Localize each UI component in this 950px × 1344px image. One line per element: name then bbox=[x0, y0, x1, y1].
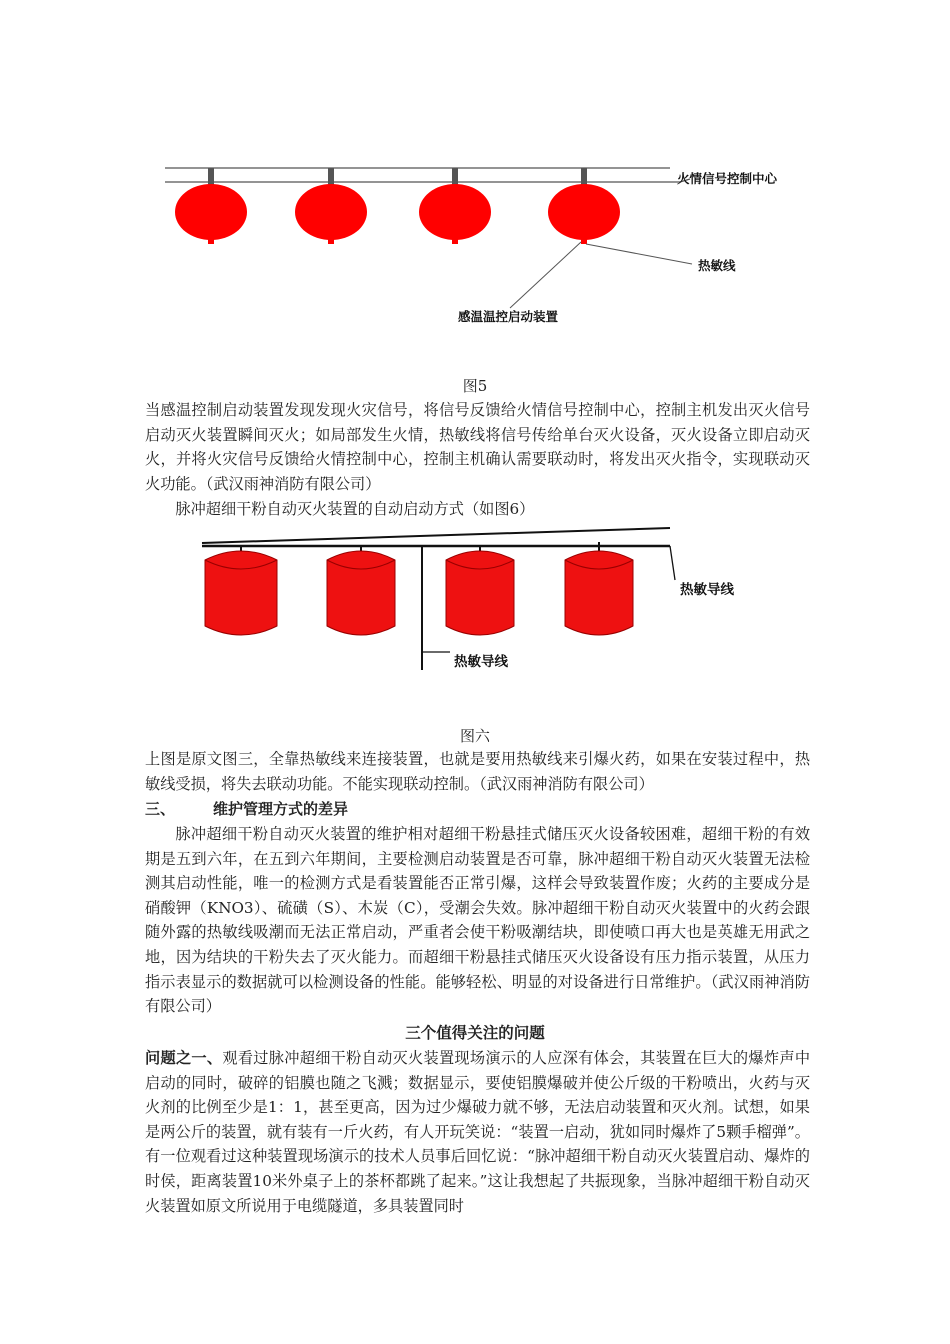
figure-6-caption: 图六 bbox=[459, 727, 490, 745]
question-lead: 问题之一、 bbox=[145, 1049, 223, 1067]
lantern bbox=[548, 168, 620, 244]
canister bbox=[205, 546, 277, 635]
canister bbox=[327, 546, 395, 635]
fig5-label-center: 火情信号控制中心 bbox=[677, 171, 778, 186]
paragraph-5 bbox=[145, 1046, 810, 1218]
section-number: 三、 bbox=[145, 800, 176, 818]
canister bbox=[565, 542, 633, 635]
figure-6 bbox=[200, 520, 750, 700]
lantern bbox=[295, 168, 367, 244]
fig5-label-device: 感温温控启动装置 bbox=[458, 309, 559, 324]
figure-5 bbox=[160, 150, 800, 335]
section-heading-3 bbox=[145, 797, 348, 821]
lantern bbox=[175, 168, 247, 244]
question-text: 观看过脉冲超细干粉自动灭火装置现场演示的人应深有体会，其装置在巨大的爆炸声中启动的同时，破碎的铝膜也随之飞溅；数据显示，要使铝膜爆破并使公斤级的干粉喷出，火药与灭火剂的比例至少是1：1，甚至更高，因为过少爆破力就不够，无法启动装置和灭火剂。试想，如果是两公斤的装置，就有装有一斤火药，有人开玩笑说：“装置一启动，犹如同时爆炸了5颗手榴弹”。有一位观看过这种装置现场演示的技术人员事后回忆说：“脉冲超细干粉自动灭火装置启动、爆炸的时侯，距离装置10米外桌子上的茶杯都跳了起来。”这让我想起了共振现象，当脉冲超细干粉自动灭火装置如原文所说用于电缆隧道，多具装置同时 bbox=[145, 1049, 811, 1215]
paragraph-1: 当感温控制启动装置发现发现火灾信号，将信号反馈给火情信号控制中心，控制主机发出灭火信号启动灭火装置瞬间灭火；如局部发生火情，热敏线将信号传给单台灭火设备，灭火设备立即启动灭火，并将火灾信号反馈给火情控制中心，控制主机确认需要联动时，将发出灭火指令，实现联动灭火功能。（武汉雨神消防有限公司） bbox=[145, 401, 810, 493]
paragraph-2: 脉冲超细干粉自动灭火装置的自动启动方式（如图6） bbox=[175, 500, 535, 518]
lantern bbox=[419, 168, 491, 244]
fig6-label-right: 热敏导线 bbox=[680, 582, 734, 598]
paragraph-4: 脉冲超细干粉自动灭火装置的维护相对超细干粉悬挂式储压灭火设备较困难，超细干粉的有效期是五到六年，在五到六年期间，主要检测启动装置是否可靠，脉冲超细干粉自动灭火装置无法检测其启动性能，唯一的检测方式是看装置能否正常引爆，这样会导致装置作废；火药的主要成分是硝酸钾（KNO3）、硫磺（S）、木炭（C），受潮会失效。脉冲超细干粉自动灭火装置中的火药会跟随外露的热敏线吸潮而无法正常启动，严重者会使干粉吸潮结块，即使喷口再大也是英雄无用武之地，因为结块的干粉失去了灭火能力。而超细干粉悬挂式储压灭火设备设有压力指示装置，从压力指示表显示的数据就可以检测设备的性能。能够轻松、明显的对设备进行日常维护。（武汉雨神消防有限公司） bbox=[145, 825, 810, 1016]
section-title-concerns: 三个值得关注的问题 bbox=[405, 1023, 545, 1042]
paragraph-3: 上图是原文图三，全靠热敏线来连接装置，也就是要用热敏线来引爆火药，如果在安装过程中，热敏线受损，将失去联动功能。不能实现联动控制。（武汉雨神消防有限公司） bbox=[145, 750, 810, 793]
canister bbox=[446, 546, 514, 635]
fig6-label-bottom: 热敏导线 bbox=[454, 654, 508, 670]
section-title: 维护管理方式的差异 bbox=[213, 800, 349, 818]
fig5-pointer-wire bbox=[586, 244, 692, 264]
figure-5-caption: 图5 bbox=[462, 377, 488, 395]
fig5-pointer-device bbox=[510, 242, 581, 308]
fig5-label-wire: 热敏线 bbox=[698, 258, 736, 273]
